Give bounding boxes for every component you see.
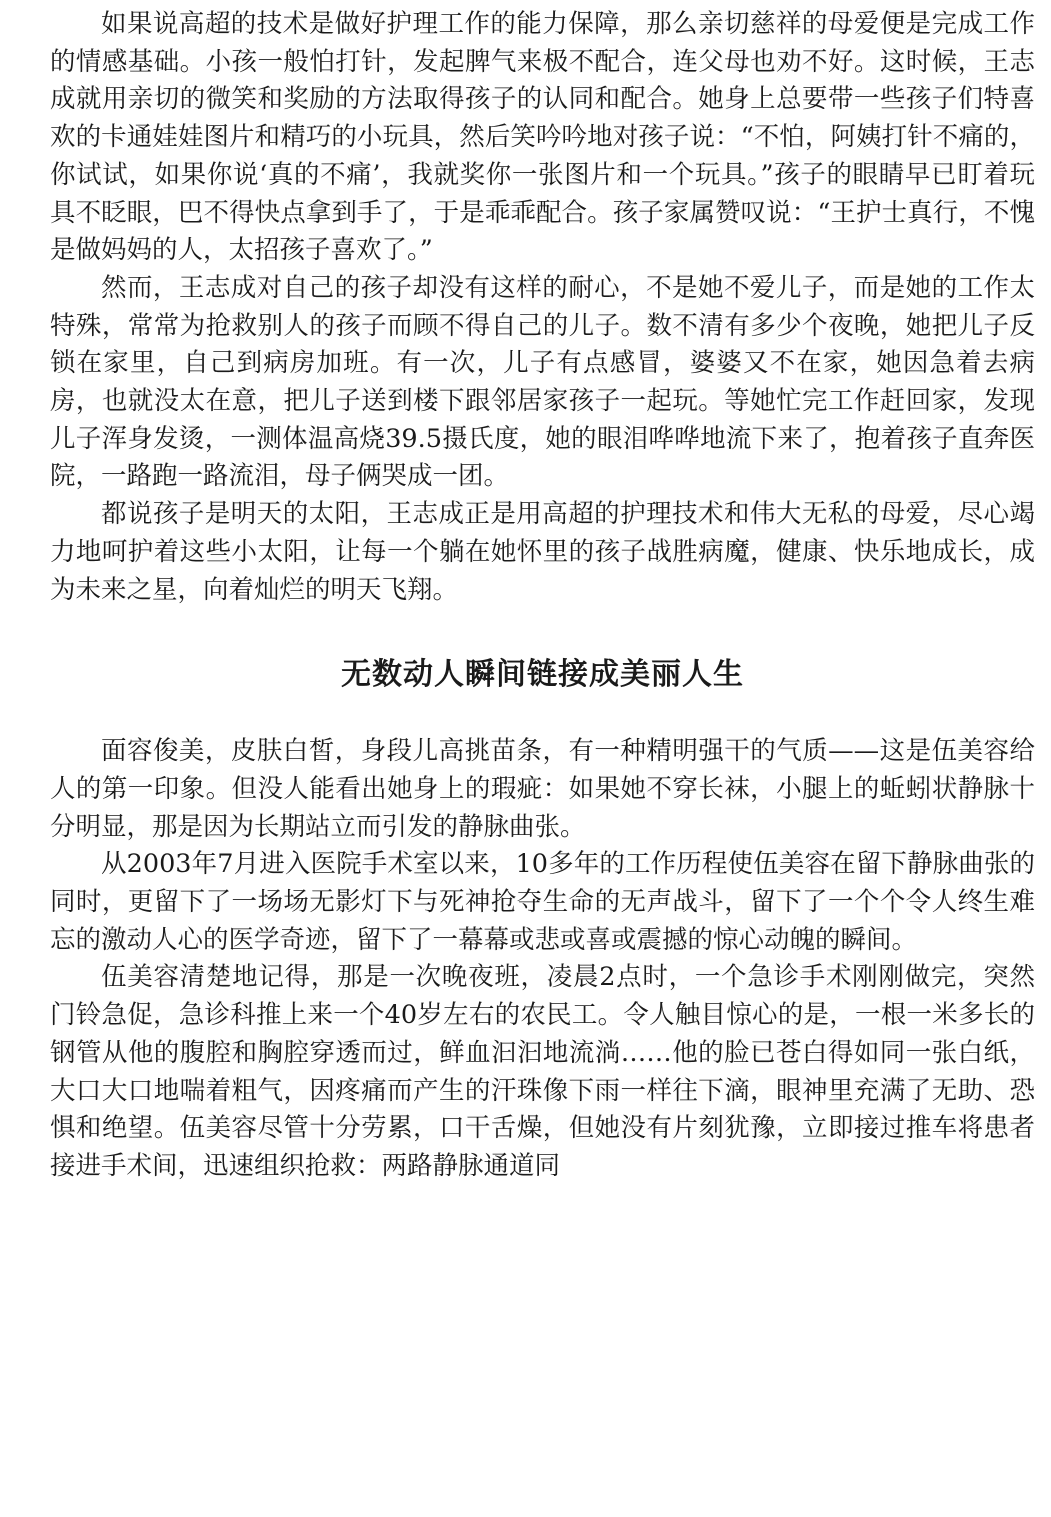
section-title: 无数动人瞬间链接成美丽人生: [341, 657, 744, 693]
body-paragraph: 然而，王志成对自己的孩子却没有这样的耐心，不是她不爱儿子，而是她的工作太特殊，常常为抢救别人的孩子而顾不得自己的儿子。数不清有多少个夜晚，她把儿子反锁在家里，自己到病房加班。有一次，儿子有点感冒，婆婆又不在家，她因急着去病房，也就没太在意，把儿子送到楼下跟邻居家孩子一起玩。等她忙完工作赶回家，发现儿子浑身发烫，一测体温高烧39.5摄氏度，她的眼泪哗哗地流下来了，抱着孩子直奔医院，一路跑一路流泪，母子俩哭成一团。: [50, 272, 1035, 492]
body-paragraph: 都说孩子是明天的太阳，王志成正是用高超的护理技术和伟大无私的母爱，尽心竭力地呵护着这些小太阳，让每一个躺在她怀里的孩子战胜病魔，健康、快乐地成长，成为未来之星，向着灿烂的明天飞翔。: [50, 499, 1035, 605]
body-paragraph: 如果说高超的技术是做好护理工作的能力保障，那么亲切慈祥的母爱便是完成工作的情感基础。小孩一般怕打针，发起脾气来极不配合，连父母也劝不好。这时候，王志成就用亲切的微笑和奖励的方法取得孩子的认同和配合。她身上总要带一些孩子们特喜欢的卡通娃娃图片和精巧的小玩具，然后笑吟吟地对孩子说：“不怕，阿姨打针不痛的，你试试，如果你说‘真的不痛’，我就奖你一张图片和一个玩具。”孩子的眼睛早已盯着玩具不眨眼，巴不得快点拿到手了，于是乖乖配合。孩子家属赞叹说：“王护士真行，不愧是做妈妈的人，太招孩子喜欢了。”: [50, 9, 1035, 266]
body-paragraph: 伍美容清楚地记得，那是一次晚夜班，凌晨2点时，一个急诊手术刚刚做完，突然门铃急促，急诊科推上来一个40岁左右的农民工。令人触目惊心的是，一根一米多长的钢管从他的腹腔和胸腔穿透而过，鲜血汩汩地流淌……他的脸已苍白得如同一张白纸，大口大口地喘着粗气，因疼痛而产生的汗珠像下雨一样往下滴，眼神里充满了无助、恐惧和绝望。伍美容尽管十分劳累，口干舌燥，但她没有片刻犹豫，立即接过推车将患者接进手术间，迅速组织抢救：两路静脉通道同: [50, 962, 1035, 1181]
body-paragraph: 面容俊美，皮肤白皙，身段儿高挑苗条，有一种精明强干的气质——这是伍美容给人的第一印象。但没人能看出她身上的瑕疵：如果她不穿长袜，小腿上的蚯蚓状静脉十分明显，那是因为长期站立而引发的静脉曲张。: [50, 736, 1035, 842]
document-page: [50, 6, 1035, 1186]
body-paragraph: 从2003年7月进入医院手术室以来，10多年的工作历程使伍美容在留下静脉曲张的同时，更留下了一场场无影灯下与死神抢夺生命的无声战斗，留下了一个个令人终生难忘的激动人心的医学奇迹，留下了一幕幕或悲或喜或震撼的惊心动魄的瞬间。: [50, 849, 1035, 955]
